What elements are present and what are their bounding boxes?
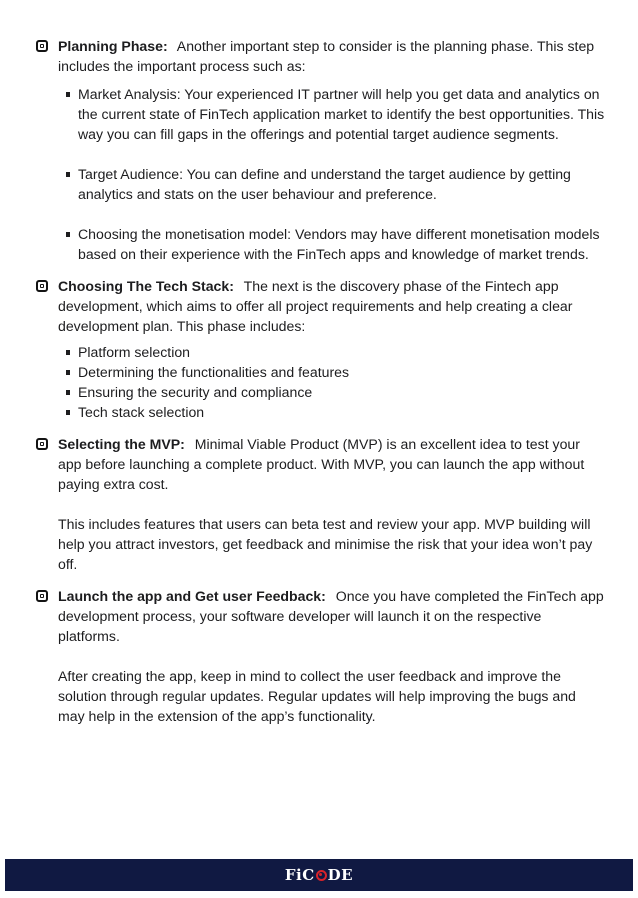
section-heading: Selecting the MVP — [58, 436, 181, 452]
section-intro — [58, 586, 606, 646]
list-item — [58, 224, 606, 264]
section-intro — [58, 36, 606, 76]
section-selecting-mvp — [36, 434, 606, 574]
document-body — [36, 36, 606, 726]
section-intro — [58, 434, 606, 494]
bullet-icon — [66, 172, 70, 177]
section-planning-phase — [36, 36, 606, 264]
list-item-text: Tech stack selection — [78, 404, 205, 420]
section-paragraph: This includes features that users can beta test and review your app. MVP building will help you attract investors, get feedback and minimise the risk that your idea won’t pay off. — [58, 516, 593, 572]
bullet-icon — [66, 370, 70, 375]
bullet-icon — [66, 232, 70, 237]
list-item-text: Choosing the monetisation model: Vendors may have different monetisation models based on their experience with the FinTech apps and knowledge of market trends. — [78, 226, 600, 262]
heading-colon: : — [321, 588, 326, 604]
checkbox-square-icon — [36, 590, 48, 602]
list-item-text: Market Analysis: Your experienced IT partner will help you get data and analytics on the current state of FinTech application market to identify the best opportunities. This way you can fill gaps in the offerings and potential target audience segments. — [78, 86, 605, 142]
list-item — [58, 382, 606, 402]
bullet-icon — [66, 390, 70, 395]
section-heading: Launch the app and Get user Feedback — [58, 588, 322, 604]
bullet-list — [58, 84, 606, 264]
heading-colon: : — [229, 278, 234, 294]
heading-colon: : — [180, 436, 185, 452]
section-intro-text: Minimal Viable Product (MVP) is an excellent idea to test your app before launching a complete product. With MVP, you can launch the app without paying extra cost. — [58, 436, 585, 492]
section-intro-text: The next is the discovery phase of the Fintech app development, which aims to offer all project requirements and help creating a clear development plan. This phase includes: — [58, 278, 573, 334]
section-heading: Choosing The Tech Stack — [58, 278, 230, 294]
logo-text-right: DE — [327, 866, 354, 884]
bullet-icon — [66, 92, 70, 97]
list-item — [58, 402, 606, 422]
checkbox-square-icon — [36, 438, 48, 450]
list-item — [58, 362, 606, 382]
list-item-text: Determining the functionalities and features — [78, 364, 350, 380]
section-intro-text: Once you have completed the FinTech app development process, your software developer will launch it on the respective platforms. — [58, 588, 604, 644]
list-item — [58, 84, 606, 144]
logo-target-icon — [316, 870, 327, 881]
logo-text-left: FiC — [284, 866, 315, 884]
checkbox-square-icon — [36, 280, 48, 292]
bullet-icon — [66, 350, 70, 355]
list-item-text: Target Audience: You can define and understand the target audience by getting analytics and stats on the user behaviour and preference. — [78, 166, 571, 202]
list-item-text: Ensuring the security and compliance — [78, 384, 313, 400]
ficode-logo — [285, 866, 353, 884]
list-item — [58, 164, 606, 204]
section-paragraph: After creating the app, keep in mind to collect the user feedback and improve the solution through regular updates. Regular updates will help improving the bugs and may help in the extension of the app’s functionality. — [58, 668, 576, 724]
heading-colon: : — [162, 38, 168, 54]
checkbox-square-icon — [36, 40, 48, 52]
bullet-icon — [66, 410, 70, 415]
section-tech-stack — [36, 276, 606, 422]
list-item — [58, 342, 606, 362]
section-intro — [58, 276, 606, 336]
footer-bar — [5, 859, 633, 891]
section-intro-text: Another important step to consider is the planning phase. This step includes the important process such as: — [58, 38, 595, 74]
section-heading: Planning Phase — [58, 38, 163, 54]
section-launch-feedback — [36, 586, 606, 726]
bullet-list — [58, 342, 606, 422]
list-item-text: Platform selection — [78, 344, 191, 360]
